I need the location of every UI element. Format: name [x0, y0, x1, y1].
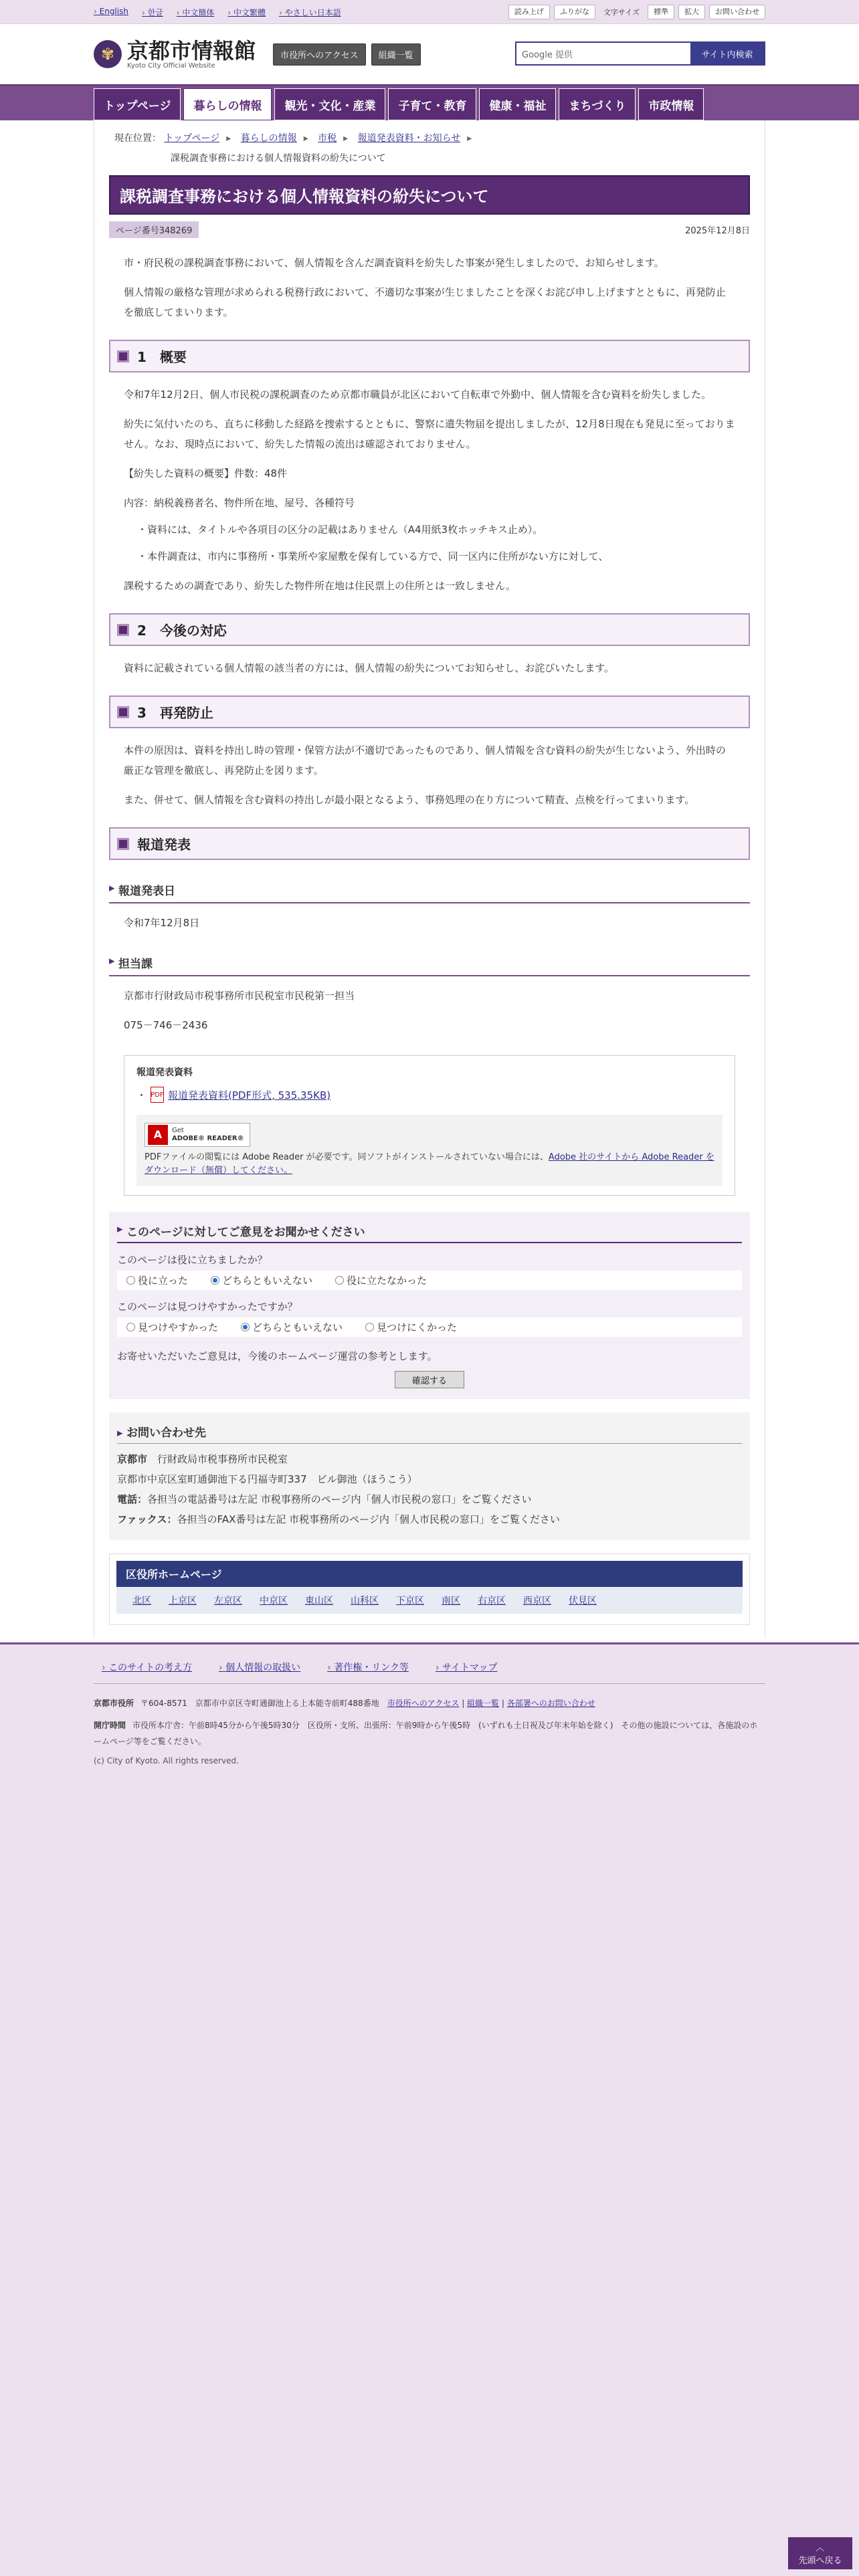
section-heading-prevention: 3 再発防止: [109, 695, 750, 728]
list-item: ・ 本件調査は、市内に事務所・事業所や家屋敷を保有している方で、同一区内に住所がない方に対して、: [137, 546, 735, 566]
footer-background: [0, 1824, 859, 2576]
contact-fax: ファックス：各担当のFAX番号は左記 市税事務所のページ内「個人市民税の窓口」をご覧ください: [117, 1513, 560, 1525]
city-hall-access-button[interactable]: 市役所へのアクセス: [273, 43, 366, 66]
ward-link[interactable]: 下京区: [396, 1596, 424, 1606]
page-top-button[interactable]: ︿ 先頭へ戻る: [788, 2537, 852, 2569]
breadcrumb-label: 現在位置：: [114, 133, 161, 144]
intro-paragraph: 市・府民税の課税調査事務において、個人情報を含んだ調査資料を紛失した事案が発生しましたので、お知らせします。: [124, 257, 664, 269]
lang-korean-link[interactable]: › 한글: [142, 7, 163, 18]
ward-link[interactable]: 山科区: [351, 1596, 379, 1606]
lang-simplified-chinese-link[interactable]: › 中文簡体: [177, 7, 215, 18]
press-pdf-link[interactable]: 報道発表資料(PDF形式, 535.35KB): [168, 1089, 331, 1101]
chevron-up-icon: ︿: [816, 2543, 825, 2553]
copyright: (c) City of Kyoto. All rights reserved.: [94, 1756, 239, 1765]
footer-divider: [94, 1683, 765, 1684]
search-input[interactable]: Google 提供: [516, 43, 690, 64]
section-prevention: [109, 740, 750, 810]
section-heading-overview: 1 概要: [109, 340, 750, 372]
paragraph: 紛失に気付いたのち、直ちに移動した経路を捜索するとともに、警察に遺失物届を提出しましたが、12月8日現在も発見に至っておりません。なお、現時点において、紛失した情報の流出は確認されておりません。: [124, 418, 735, 450]
ward-link[interactable]: 北区: [132, 1596, 151, 1606]
q1-option[interactable]: 役に立たなかった: [335, 1273, 427, 1287]
lang-english-link[interactable]: › English: [94, 7, 128, 18]
footer-inquiry-link[interactable]: 各部署へのお問い合わせ: [506, 1699, 595, 1708]
feedback-form: [109, 1212, 750, 1399]
adobe-text: PDFファイルの閲覧には Adobe Reader が必要です。同ソフトがインストールされていない場合には、: [145, 1152, 549, 1162]
ward-link[interactable]: 右京区: [478, 1596, 506, 1606]
radio-button[interactable]: [365, 1323, 374, 1331]
list-item: ・ 資料には、タイトルや各項目の区分の記載はありません（A4用紙3枚ホッチキス止め）。: [137, 520, 735, 540]
ward-office-title: 区役所ホームページ: [116, 1561, 743, 1587]
footer-access-link[interactable]: 市役所へのアクセス: [387, 1699, 460, 1708]
contact-box: [109, 1412, 750, 1540]
footer-hours: 開庁時間 市役所本庁舎：午前8時45分から午後5時30分 区役所・支所、出張所：午前9時から午後5時 (いずれも土日祝及び年末年始を除く) その他の施設については，各施設のホームページ等をご覧ください。: [94, 1721, 758, 1746]
press-date-heading: ▸ 報道発表日: [109, 877, 750, 903]
ward-link[interactable]: 上京区: [169, 1596, 197, 1606]
contact-button[interactable]: お問い合わせ: [709, 5, 765, 19]
site-search: [515, 41, 765, 66]
q1-option[interactable]: どちらともいえない: [211, 1273, 312, 1287]
breadcrumb-top[interactable]: トップページ: [164, 133, 220, 144]
contact-title: ▸ お問い合わせ先: [117, 1423, 742, 1444]
breadcrumb-press[interactable]: 報道発表資料・お知らせ: [357, 133, 461, 144]
radio-button[interactable]: [211, 1276, 219, 1285]
feedback-submit-button[interactable]: 確認する: [395, 1371, 464, 1388]
intro-paragraph: 個人情報の厳格な管理が求められる税務行政において、不適切な事案が生じましたことを深くお詫び申し上げますとともに、再発防止を徹底してまいります。: [124, 286, 726, 318]
ward-list: [116, 1587, 743, 1614]
article-body: [109, 253, 750, 322]
feedback-q2: このページは見つけやすかったですか？: [117, 1301, 298, 1313]
global-nav: [0, 84, 859, 120]
page-meta: [109, 221, 750, 238]
site-logo[interactable]: [94, 39, 256, 70]
radio-button[interactable]: [241, 1323, 250, 1331]
ward-link[interactable]: 伏見区: [569, 1596, 597, 1606]
page-id-badge: ページ番号348269: [109, 221, 199, 238]
paragraph: 【紛失した資料の概要】件数：48件: [124, 467, 288, 479]
press-tel: 075－746－2436: [124, 1019, 208, 1031]
accessibility-tools: [508, 5, 765, 19]
feedback-note: お寄せいただいたご意見は，今後のホームページ運営の参考とします。: [117, 1350, 438, 1362]
contact-phone: 電話：各担当の電話番号は左記 市税事務所のページ内「個人市民税の窓口」をご覧ください: [117, 1493, 532, 1505]
ward-link[interactable]: 中京区: [260, 1596, 288, 1606]
ward-office-links: [109, 1553, 750, 1625]
footer-address: 京都市役所 〒604-8571 京都市中京区寺町通御池上る上本能寺前町488番地 市役所へのアクセス | 組織一覧 | 各部署へのお問い合わせ: [94, 1699, 595, 1708]
section-overview: [109, 385, 750, 596]
paragraph: 課税するための調査であり、紛失した物件所在地は住民票上の住所とは一致しません。: [124, 580, 516, 592]
nav-tourism[interactable]: 観光・文化・産業: [274, 88, 385, 120]
footer-link-sitemap[interactable]: › サイトマップ: [436, 1660, 498, 1674]
breadcrumb-tax[interactable]: 市税: [318, 133, 337, 144]
pdf-icon: PDF: [151, 1087, 164, 1103]
feedback-q1: このページは役に立ちましたか？: [117, 1254, 268, 1266]
adobe-reader-notice: [136, 1115, 723, 1186]
pdf-link-row: ・ PDF 報道発表資料(PDF形式, 535.35KB): [136, 1087, 723, 1103]
nav-health[interactable]: 健康・福祉: [479, 88, 556, 120]
section-heading-response: 2 今後の対応: [109, 613, 750, 646]
paragraph: 資料に記載されている個人情報の該当者の方には、個人情報の紛失についてお知らせし、お詫びいたします。: [124, 662, 615, 674]
bullet-list: [124, 520, 735, 566]
heading-square-icon: [117, 624, 129, 636]
press-date: 令和7年12月8日: [124, 917, 200, 929]
site-subtitle: Kyoto City Official Website: [127, 62, 215, 70]
top-utility-bar: [0, 0, 859, 24]
nav-town[interactable]: まちづくり: [559, 88, 636, 120]
paragraph: 令和7年12月2日、個人市民税の課税調査のため京都市職員が北区において自転車で外勤中、個人情報を含む資料を紛失しました。: [124, 389, 712, 401]
footer-link-policy[interactable]: › このサイトの考え方: [102, 1660, 192, 1674]
page-title: 課税調査事務における個人情報資料の紛失について: [109, 175, 750, 215]
lang-easy-japanese-link[interactable]: › やさしい日本語: [279, 7, 341, 18]
nav-living[interactable]: 暮らしの情報: [183, 88, 272, 120]
section-response: [109, 658, 750, 678]
nav-childcare[interactable]: 子育て・教育: [388, 88, 476, 120]
nav-top[interactable]: トップページ: [94, 88, 181, 120]
site-footer: [0, 1642, 859, 1824]
q2-option[interactable]: 見つけにくかった: [365, 1320, 457, 1334]
heading-square-icon: [117, 350, 129, 362]
read-aloud-button[interactable]: 読み上げ: [508, 5, 550, 19]
footer-link-privacy[interactable]: › 個人情報の取扱い: [219, 1660, 300, 1674]
contact-address: 京都市中京区室町通御池下る円福寺町337 ビル御池（ほうこう）: [117, 1473, 417, 1485]
adobe-reader-icon: A: [148, 1125, 168, 1145]
radio-button[interactable]: [126, 1323, 135, 1331]
press-dept: 京都市行財政局市税事務所市民税室市民税第一担当: [124, 990, 355, 1002]
footer-links: [94, 1660, 765, 1674]
footer-org-link[interactable]: 組織一覧: [467, 1699, 500, 1708]
language-links: [94, 7, 341, 18]
nav-government[interactable]: 市政情報: [638, 88, 704, 120]
q2-option[interactable]: どちらともいえない: [241, 1320, 343, 1334]
breadcrumb: 現在位置： トップページ ▸ 暮らしの情報 ▸ 市税 ▸ 報道発表資料・お知らせ ▸ 課税調査事務における個人情報資料の紛失について: [109, 120, 750, 169]
paragraph: 内容：納税義務者名、物件所在地、屋号、各種符号: [124, 497, 355, 509]
radio-button[interactable]: [126, 1276, 135, 1285]
site-title: 京都市情報館: [127, 37, 256, 64]
breadcrumb-living[interactable]: 暮らしの情報: [240, 133, 297, 144]
page-date: 2025年12月8日: [685, 226, 750, 236]
text-size-standard-button[interactable]: 標準: [648, 5, 674, 19]
contact-org: 京都市 行財政局市税事務所市民税室: [117, 1453, 288, 1465]
paragraph: また、併せて、個人情報を含む資料の持出しが最小限となるよう、事務処理の在り方について精査、点検を行ってまいります。: [124, 794, 695, 806]
feedback-q1-options: [117, 1271, 742, 1290]
heading-square-icon: [117, 838, 129, 850]
q2-option[interactable]: 見つけやすかった: [126, 1320, 218, 1334]
press-dept-heading: ▸ 担当課: [109, 950, 750, 976]
breadcrumb-current: 課税調査事務における個人情報資料の紛失について: [171, 153, 386, 164]
site-header: [0, 24, 859, 84]
city-crest-icon: ✾: [94, 40, 122, 68]
q1-option[interactable]: 役に立った: [126, 1273, 188, 1287]
lang-traditional-chinese-link[interactable]: › 中文繁體: [227, 7, 266, 18]
adobe-reader-badge[interactable]: A Get ADOBE® READER®: [145, 1123, 250, 1147]
furigana-button[interactable]: ふりがな: [554, 5, 595, 19]
org-list-button[interactable]: 組織一覧: [371, 43, 421, 66]
ward-link[interactable]: 東山区: [305, 1596, 333, 1606]
ward-link[interactable]: 西京区: [523, 1596, 551, 1606]
heading-square-icon: [117, 706, 129, 718]
paragraph: 本件の原因は、資料を持出し時の管理・保管方法が不適切であったものであり、個人情報を含む資料の紛失が生じないよう、外出時の厳正な管理を徹底し、再発防止を図ります。: [124, 744, 726, 776]
adobe-download-link[interactable]: Adobe 社のサイトから Adobe Reader をダウンロード（無償）してください。: [145, 1152, 714, 1176]
radio-button[interactable]: [335, 1276, 344, 1285]
footer-link-copyright[interactable]: › 著作権・リンク等: [327, 1660, 409, 1674]
ward-link[interactable]: 南区: [442, 1596, 460, 1606]
search-button[interactable]: サイト内検索: [690, 43, 764, 64]
main-content: [94, 120, 765, 1638]
text-size-label: 文字サイズ: [603, 8, 640, 17]
feedback-q2-options: [117, 1317, 742, 1337]
feedback-title: ▸ このページに対してご意見をお聞かせください: [117, 1222, 742, 1243]
section-heading-press: 報道発表: [109, 827, 750, 860]
ward-link[interactable]: 左京区: [214, 1596, 242, 1606]
press-materials-box: [124, 1055, 735, 1196]
text-size-enlarge-button[interactable]: 拡大: [678, 5, 705, 19]
press-materials-title: 報道発表資料: [136, 1067, 193, 1078]
